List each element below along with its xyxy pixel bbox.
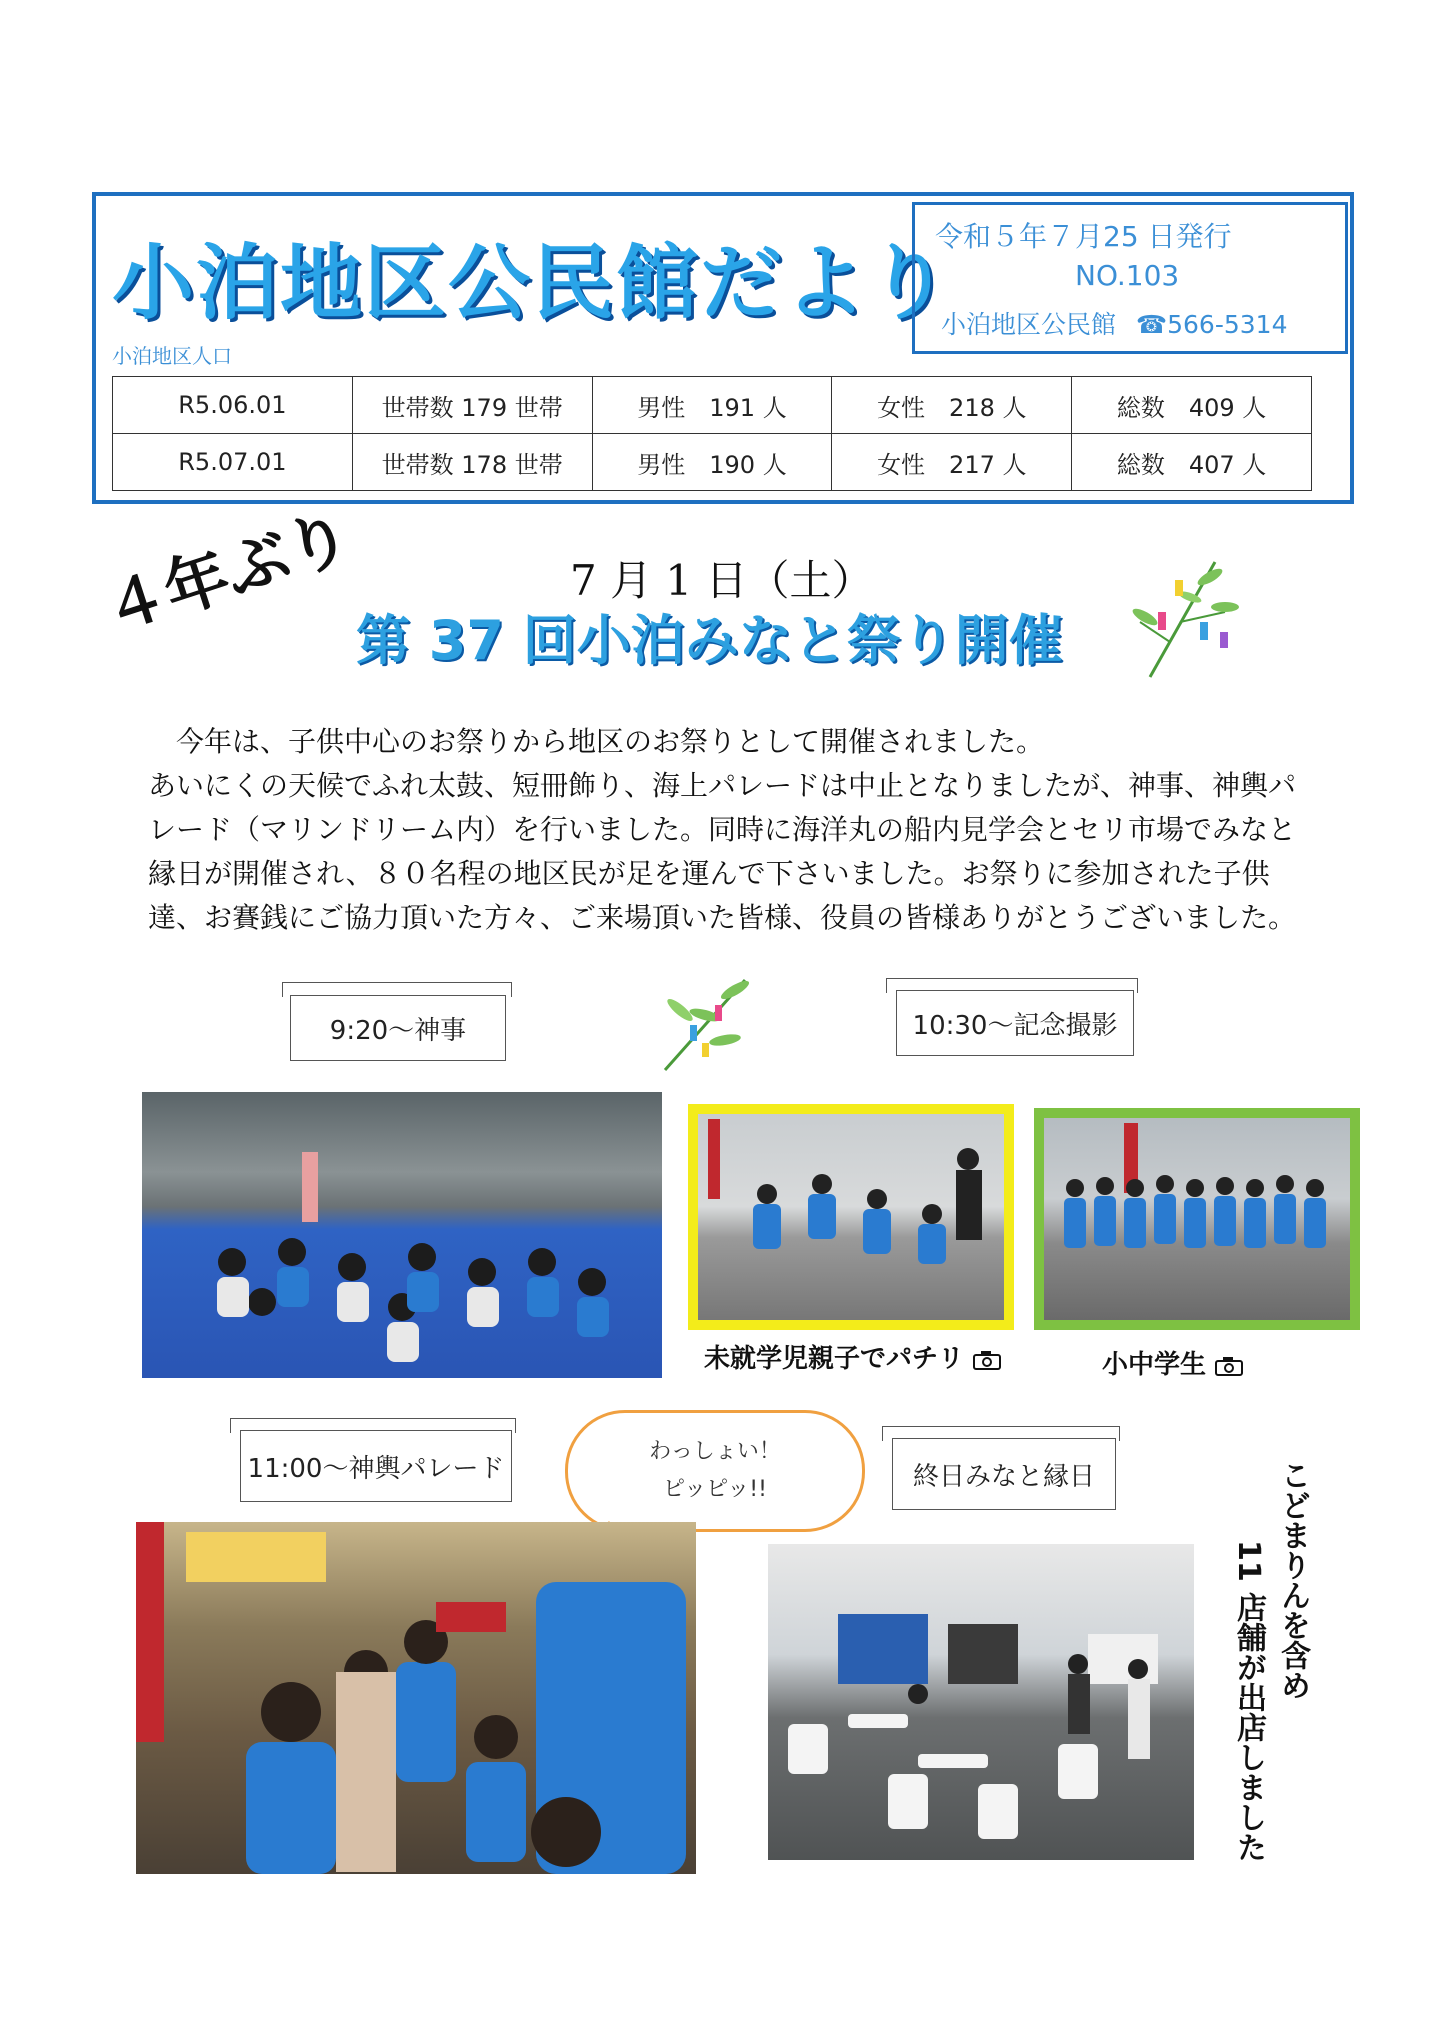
publisher-name: 小泊地区公民館 [941,310,1117,339]
caption-mikoshi: 11:00～神輿パレード [240,1430,512,1502]
photo-shinji [142,1092,662,1378]
caption-students: 小中学生 [1102,1350,1207,1380]
table-cell: 女性 217 人 [832,434,1072,491]
body-line: 達、お賽銭にご協力頂いた方々、ご来場頂いた皆様、役員の皆様ありがとうございました。 [148,901,1297,934]
publisher-line [941,305,1287,341]
photo-students [1034,1108,1360,1330]
tanabata-bamboo-icon [1130,552,1240,682]
caption-preschool: 未就学児親子でパチリ [704,1344,965,1374]
speech-bubble [565,1410,865,1532]
issue-info-box [912,202,1348,354]
caption-preschool-line [704,1338,1001,1375]
body-line: 縁日が開催され、８０名程の地区民が足を運んで下さいました。お祭りに参加された子供 [148,857,1270,890]
article-headline: 第 37 回小泊みなと祭り開催 [356,609,1063,672]
table-cell: 男性 191 人 [592,377,832,434]
body-line: レード（マリンドリーム内）を行いました。同時に海洋丸の船内見学会とセリ市場でみなと [148,813,1297,846]
photo-mikoshi [136,1522,696,1874]
issue-number: NO.103 [1075,259,1180,292]
caption-shinji: 9:20～神事 [290,995,506,1061]
caption-students-line [1102,1344,1243,1381]
table-cell: R5.06.01 [113,377,353,434]
parade-illustration [136,1522,696,1874]
issue-date: 令和５年７月25 日発行 [935,220,1232,253]
phone-number: 566-5314 [1167,310,1288,339]
photo-ennichi [768,1544,1194,1860]
population-table [112,376,1312,491]
table-cell: 世帯数 179 世帯 [352,377,592,434]
caption-ennichi: 終日みなと縁日 [892,1438,1116,1510]
population-label: 小泊地区人口 [112,344,232,368]
newsletter-title: 小泊地区公民館だより [112,236,953,331]
table-row [113,434,1312,491]
table-cell: 男性 190 人 [592,434,832,491]
shop-note-line: こどまりんを含め [1275,1460,1310,1700]
table-cell: 総数 409 人 [1072,377,1312,434]
group-illustration [1044,1118,1350,1320]
event-date: 7 月 1 日（土） [570,556,874,605]
table-cell: 女性 218 人 [832,377,1072,434]
body-line: あいにくの天候でふれ太鼓、短冊飾り、海上パレードは中止となりましたが、神事、神輿パ [148,769,1297,802]
tanabata-bamboo-icon [650,965,760,1075]
table-row [113,377,1312,434]
camera-icon [1215,1356,1243,1376]
bubble-line: わっしょい！ [649,1439,781,1464]
group-illustration [698,1114,1004,1320]
market-illustration [768,1544,1194,1860]
article-body [148,720,1338,940]
bubble-line: ピッピッ!! [663,1477,767,1502]
table-cell: R5.07.01 [113,434,353,491]
camera-icon [973,1350,1001,1370]
crowd-illustration [142,1092,662,1378]
photo-preschool [688,1104,1014,1330]
table-cell: 総数 407 人 [1072,434,1312,491]
phone-icon: ☎ [1135,310,1168,339]
table-cell: 世帯数 178 世帯 [352,434,592,491]
caption-kinen: 10:30～記念撮影 [896,990,1134,1056]
shop-note-line: 11 店舗が出店しました [1231,1540,1266,1863]
body-line: 今年は、子供中心のお祭りから地区のお祭りとして開催されました。 [148,725,1045,758]
four-years-badge: ４年ぶり [94,499,361,650]
